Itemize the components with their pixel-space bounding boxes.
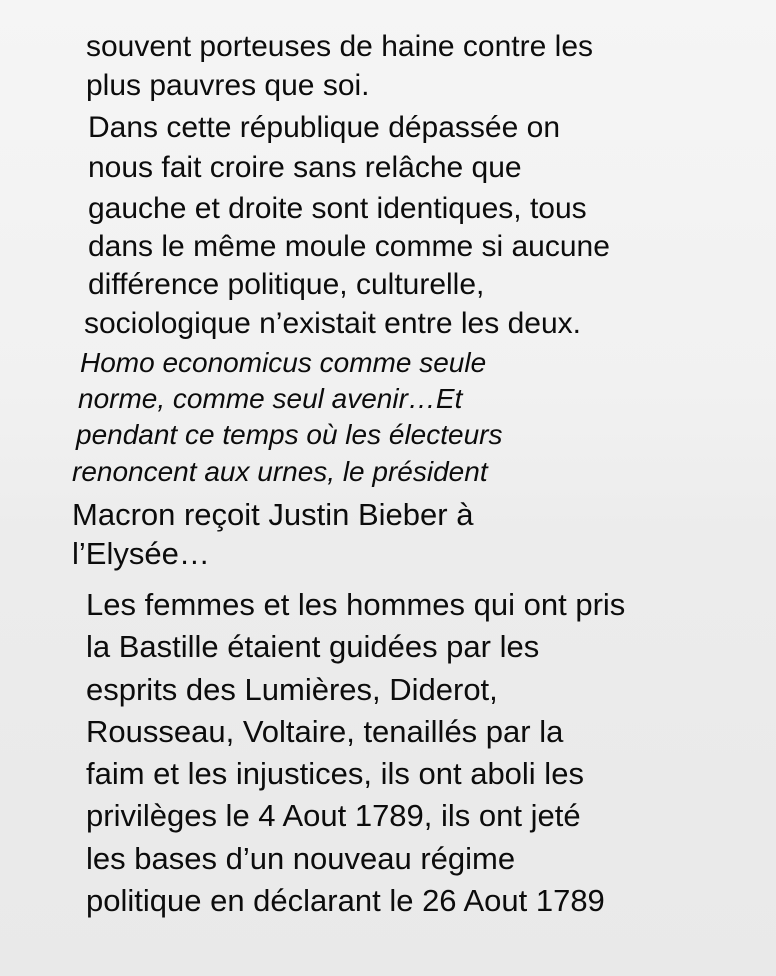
text-line: différence politique, culturelle, — [88, 268, 485, 301]
text-line: Dans cette république dépassée on — [88, 111, 561, 144]
text-line: l’Elysée… — [72, 536, 210, 571]
text-line: plus pauvres que soi. — [86, 69, 370, 102]
text-line: privilèges le 4 Aout 1789, ils ont jeté — [86, 798, 581, 833]
text-line: esprits des Lumières, Diderot, — [86, 672, 498, 707]
text-line: les bases d’un nouveau régime — [86, 841, 516, 876]
text-line: Les femmes et les hommes qui ont pris — [86, 587, 626, 622]
text-line: Macron reçoit Justin Bieber à — [72, 497, 474, 532]
text-line: faim et les injustices, ils ont aboli les — [86, 756, 584, 791]
italic-text-line: pendant ce temps où les électeurs — [76, 419, 503, 450]
italic-text-line: norme, comme seul avenir…Et — [78, 383, 463, 414]
italic-text-line: Homo economicus comme seule — [80, 347, 487, 378]
italic-text-line: renoncent aux urnes, le président — [72, 456, 488, 487]
text-line: politique en déclarant le 26 Aout 1789 — [86, 883, 605, 918]
text-line: la Bastille étaient guidées par les — [86, 629, 540, 664]
text-line: souvent porteuses de haine contre les — [86, 30, 593, 63]
text-line: Rousseau, Voltaire, tenaillés par la — [86, 714, 564, 749]
text-line: dans le même moule comme si aucune — [88, 230, 610, 263]
text-line: nous fait croire sans relâche que — [88, 151, 522, 184]
text-line: gauche et droite sont identiques, tous — [88, 192, 587, 225]
text-line: sociologique n’existait entre les deux. — [84, 307, 581, 340]
